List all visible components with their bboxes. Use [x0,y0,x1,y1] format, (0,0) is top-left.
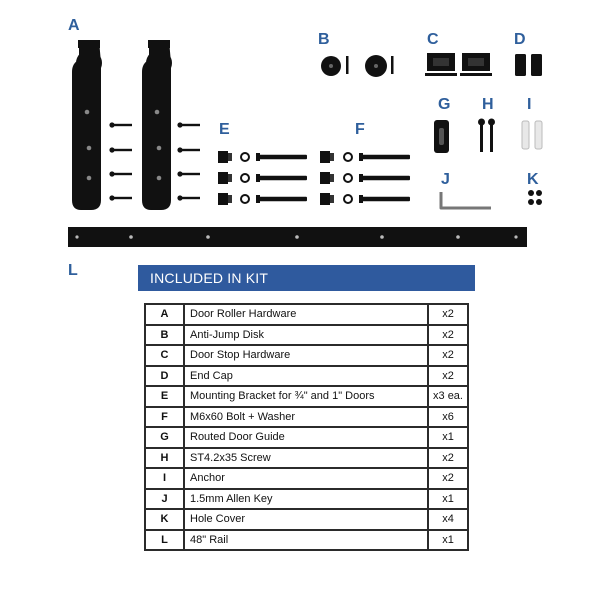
kit-table [144,303,469,551]
door-roller-hardware [72,40,200,210]
table-row [145,407,468,428]
label-l: L [68,262,78,279]
item-code: G [145,427,184,448]
item-quantity: x1 [428,489,468,510]
item-description: 1.5mm Allen Key [184,489,428,510]
item-description: Anchor [184,468,428,489]
table-row [145,386,468,407]
item-quantity: x1 [428,427,468,448]
kit-title: INCLUDED IN KIT [138,265,475,291]
table-row [145,509,468,530]
table-row [145,468,468,489]
table-row [145,325,468,346]
item-code: A [145,304,184,325]
allen-key [441,192,491,208]
end-cap [515,54,542,76]
label-c: C [427,31,439,48]
bolt-washer-set [320,151,410,205]
item-quantity: x2 [428,366,468,387]
item-code: E [145,386,184,407]
item-description: M6x60 Bolt + Washer [184,407,428,428]
item-code: F [145,407,184,428]
item-quantity: x4 [428,509,468,530]
label-f: F [355,121,365,138]
label-a: A [68,17,80,34]
item-description: Mounting Bracket for ¾" and 1" Doors [184,386,428,407]
label-g: G [438,96,451,113]
included-in-kit-panel [138,265,475,551]
item-description: Hole Cover [184,509,428,530]
label-b: B [318,31,330,48]
table-row [145,345,468,366]
label-d: D [514,31,526,48]
table-row [145,448,468,469]
item-quantity: x2 [428,468,468,489]
item-code: J [145,489,184,510]
table-row [145,427,468,448]
item-quantity: x2 [428,304,468,325]
item-code: I [145,468,184,489]
label-e: E [219,121,230,138]
item-quantity: x2 [428,325,468,346]
anchors [522,121,542,149]
item-description: Anti-Jump Disk [184,325,428,346]
item-description: 48" Rail [184,530,428,551]
label-j: J [441,171,450,188]
table-row [145,304,468,325]
item-description: End Cap [184,366,428,387]
item-code: C [145,345,184,366]
item-quantity: x6 [428,407,468,428]
item-code: L [145,530,184,551]
label-h: H [482,96,494,113]
table-row [145,530,468,551]
hardware-illustration [0,0,600,270]
table-row [145,489,468,510]
item-code: D [145,366,184,387]
door-stop-hardware [425,53,492,76]
item-quantity: x2 [428,345,468,366]
item-description: Routed Door Guide [184,427,428,448]
item-quantity: x3 ea. [428,386,468,407]
anti-jump-disk [321,55,394,77]
routed-door-guide [434,120,449,153]
mounting-bracket-set [218,151,307,205]
item-description: Door Roller Hardware [184,304,428,325]
item-quantity: x1 [428,530,468,551]
item-code: K [145,509,184,530]
hole-covers [528,190,542,205]
item-quantity: x2 [428,448,468,469]
item-code: B [145,325,184,346]
label-i: I [527,96,532,113]
item-description: ST4.2x35 Screw [184,448,428,469]
item-code: H [145,448,184,469]
item-description: Door Stop Hardware [184,345,428,366]
door-guide-screws [478,119,495,153]
table-row [145,366,468,387]
rail [68,227,527,247]
label-k: K [527,171,539,188]
